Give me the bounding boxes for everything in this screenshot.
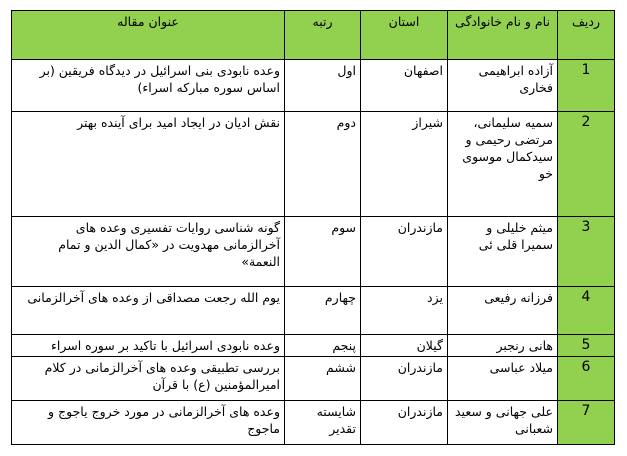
table-row [12,217,615,287]
rank-cell: ششم [285,357,361,401]
name-cell: فرزانه رفیعی [448,287,558,335]
province-cell: گیلان [361,335,448,357]
row-number: 4 [558,287,615,335]
row-number: 3 [558,217,615,287]
row-number: 7 [558,401,615,445]
row-number: 1 [558,60,615,112]
rank-cell: شایسته تقدیر [285,401,361,445]
rank-cell: اول [285,60,361,112]
header-row-number: ردیف [558,11,615,60]
name-cell: سمیه سلیمانی، مرتضی رحیمی و سیدکمال موسوی خو [448,112,558,217]
row-number: 2 [558,112,615,217]
province-cell: مازندران [361,357,448,401]
name-cell: علی جهانی و سعید شعبانی [448,401,558,445]
header-row [12,11,615,60]
province-cell: مازندران [361,401,448,445]
name-cell: میلاد عباسی [448,357,558,401]
header-title: عنوان مقاله [12,11,285,60]
title-cell: یوم الله رجعت مصداقی از وعده های آخرالزمانی [12,287,285,335]
province-cell: مازندران [361,217,448,287]
rank-cell: دوم [285,112,361,217]
row-number: 6 [558,357,615,401]
province-cell: اصفهان [361,60,448,112]
title-cell: وعده نابودی بنی اسرائیل در دیدگاه فریقین (بر اساس سوره مبارکه اسراء) [12,60,285,112]
table-row [12,357,615,401]
title-cell: گونه شناسی روایات تفسیری وعده های آخرالزمانی مهدویت در «کمال الدین و تمام النعمة» [12,217,285,287]
title-cell: وعده نابودی اسرائیل با تاکید بر سوره اسراء [12,335,285,357]
name-cell: هانی رنجبر [448,335,558,357]
table-row [12,401,615,445]
table-row [12,287,615,335]
table-row [12,60,615,112]
title-cell: وعده های آخرالزمانی در مورد خروج یاجوج و ماجوج [12,401,285,445]
results-table [11,10,615,445]
rank-cell: چهارم [285,287,361,335]
province-cell: یزد [361,287,448,335]
title-cell: نقش ادیان در ایجاد امید برای آینده بهتر [12,112,285,217]
header-province: استان [361,11,448,60]
header-name: نام و نام خانوادگی [448,11,558,60]
name-cell: میثم خلیلی و سمیرا قلی ئی [448,217,558,287]
province-cell: شیراز [361,112,448,217]
rank-cell: پنجم [285,335,361,357]
title-cell: بررسی تطبیقی وعده های آخرالزمانی در کلام امیرالمؤمنین (ع) با قرآن [12,357,285,401]
table-row [12,112,615,217]
name-cell: آزاده ابراهیمی فخاری [448,60,558,112]
table-row [12,335,615,357]
rank-cell: سوم [285,217,361,287]
row-number: 5 [558,335,615,357]
header-rank: رتبه [285,11,361,60]
